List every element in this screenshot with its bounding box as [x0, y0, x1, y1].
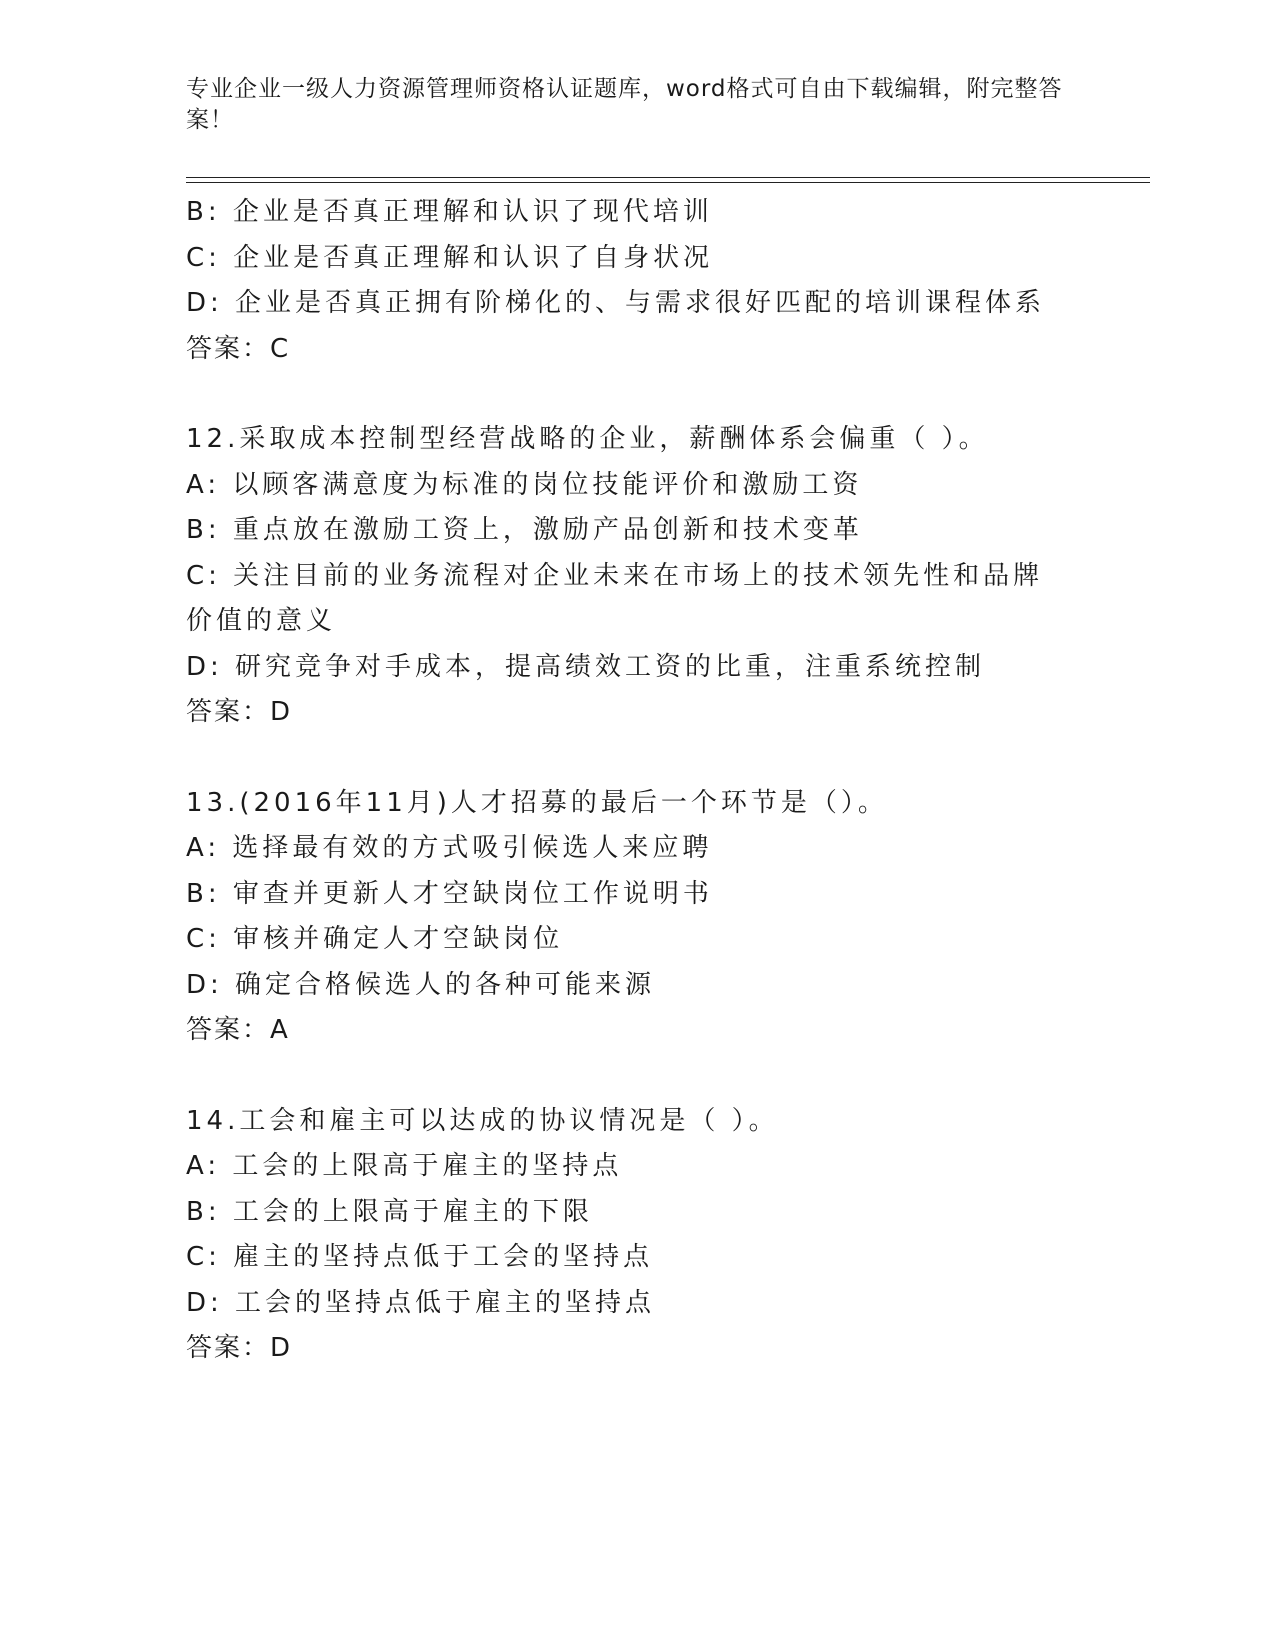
- option-d: D: 工会的坚持点低于雇主的坚持点: [186, 1287, 656, 1318]
- option-a: A: 工会的上限高于雇主的坚持点: [186, 1151, 623, 1181]
- header-rule-bottom: [186, 182, 1150, 183]
- question-11-tail: [186, 190, 1086, 372]
- answer: 答案：D: [186, 1333, 293, 1363]
- option-b: B: 重点放在激励工资上，激励产品创新和技术变革: [186, 515, 863, 545]
- answer: 答案：A: [186, 1015, 290, 1045]
- page-header: 专业企业一级人力资源管理师资格认证题库，word格式可自由下载编辑，附完整答案！: [186, 76, 1063, 133]
- option-d: D: 确定合格候选人的各种可能来源: [186, 969, 656, 1000]
- question-stem: 14.工会和雇主可以达成的协议情况是（ ）。: [186, 1105, 779, 1136]
- question-14: [186, 1099, 1086, 1372]
- option-d: D: 企业是否真正拥有阶梯化的、与需求很好匹配的培训课程体系: [186, 288, 1046, 318]
- option-c: C: 审核并确定人才空缺岗位: [186, 924, 564, 954]
- option-b: B: 企业是否真正理解和认识了现代培训: [186, 197, 713, 227]
- option-c: C: 雇主的坚持点低于工会的坚持点: [186, 1242, 654, 1272]
- option-b: B: 工会的上限高于雇主的下限: [186, 1196, 593, 1227]
- option-a: A: 选择最有效的方式吸引候选人来应聘: [186, 833, 713, 863]
- option-d: D: 研究竞争对手成本，提高绩效工资的比重，注重系统控制: [186, 651, 986, 682]
- option-a: A: 以顾客满意度为标准的岗位技能评价和激励工资: [186, 469, 863, 500]
- question-stem: 12.采取成本控制型经营战略的企业，薪酬体系会偏重（ ）。: [186, 424, 989, 454]
- header-rule-top: [186, 177, 1150, 178]
- answer: 答案：C: [186, 333, 291, 364]
- option-c: C: 关注目前的业务流程对企业未来在市场上的技术领先性和品牌价值的意义: [186, 560, 1044, 636]
- question-13: [186, 781, 1086, 1054]
- question-list: [186, 190, 1086, 1372]
- question-stem: 13.(2016年11月)人才招募的最后一个环节是（）。: [186, 787, 888, 818]
- option-c: C: 企业是否真正理解和认识了自身状况: [186, 242, 714, 273]
- option-b: B: 审查并更新人才空缺岗位工作说明书: [186, 878, 713, 909]
- answer: 答案：D: [186, 697, 293, 727]
- question-12: [186, 417, 1086, 736]
